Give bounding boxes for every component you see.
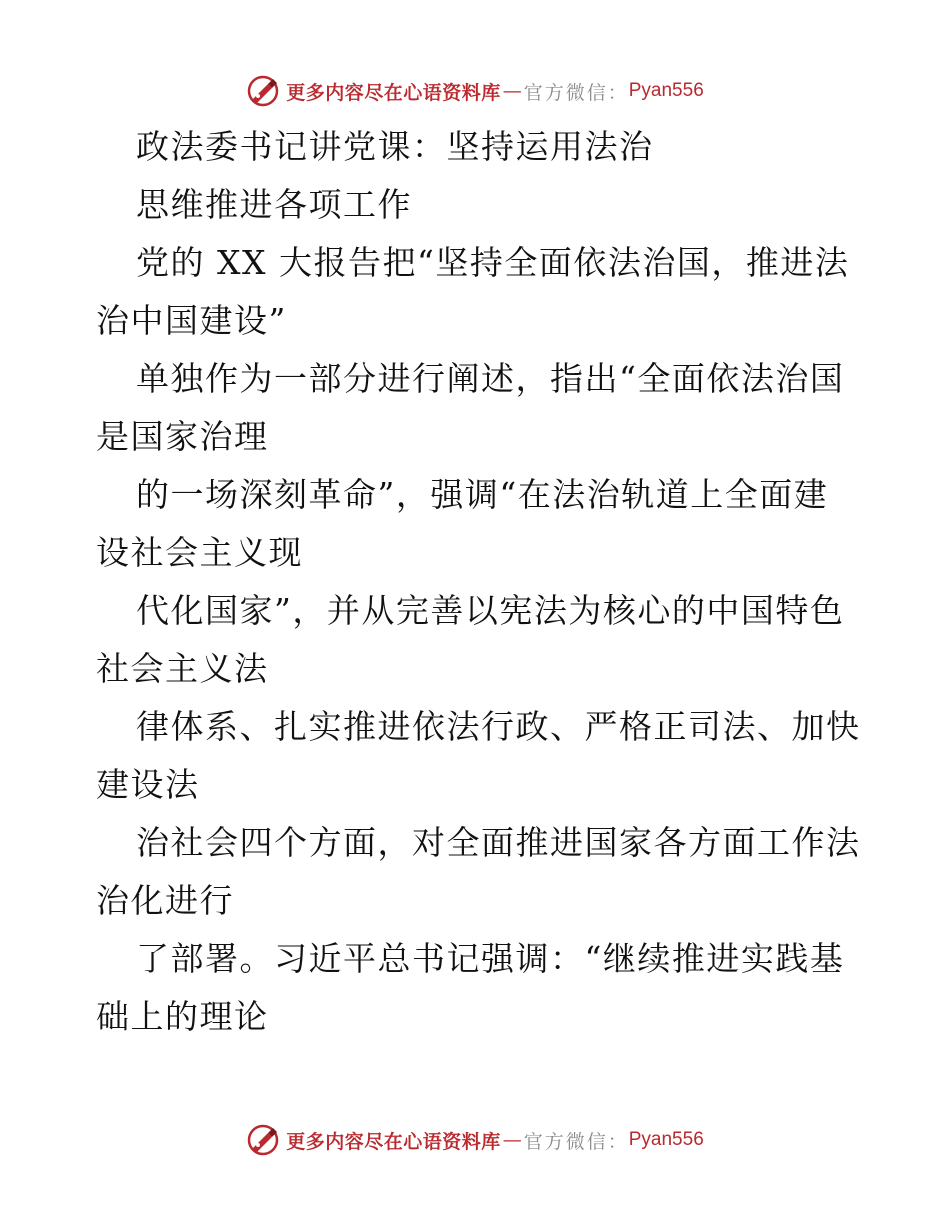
text-line: 治中国建设”: [96, 301, 287, 340]
text-line: 的一场深刻革命”，强调“在法治轨道上全面建: [136, 475, 829, 514]
watermark-brand: 更多内容尽在心语资料库: [286, 81, 501, 104]
watermark-dash: —: [502, 80, 522, 102]
text-line: 单独作为一部分进行阐述，指出“全面依法治国: [136, 359, 845, 398]
watermark-label: 官方微信：: [523, 81, 629, 104]
pen-logo-icon: [246, 1123, 280, 1157]
text-line: 建设法: [96, 765, 200, 804]
document-body: [96, 118, 861, 1046]
watermark-label: 官方微信：: [523, 1130, 629, 1153]
text-line: 是国家治理: [96, 417, 269, 456]
text-line: 代化国家”，并从完善以宪法为核心的中国特色: [136, 591, 845, 630]
text-line: 治化进行: [96, 881, 234, 920]
text-line: 律体系、扎实推进依法行政、严格正司法、加快: [136, 707, 861, 746]
text-line: 础上的理论: [96, 997, 269, 1036]
watermark-dash: —: [502, 1129, 522, 1151]
watermark-brand: 更多内容尽在心语资料库: [286, 1130, 501, 1153]
text-line: 治社会四个方面，对全面推进国家各方面工作法: [136, 823, 861, 862]
text-line: 思维推进各项工作: [136, 185, 412, 224]
watermark-account: Pyan556: [628, 80, 704, 101]
text-line: 政法委书记讲党课：坚持运用法治: [136, 127, 654, 166]
watermark-account: Pyan556: [628, 1129, 704, 1150]
footer-watermark: [0, 1120, 950, 1160]
text-line: 党的 XX 大报告把“坚持全面依法治国，推进法: [136, 243, 850, 282]
pen-logo-icon: [246, 74, 280, 108]
text-line: 了部署。习近平总书记强调：“继续推进实践基: [136, 939, 845, 978]
text-line: 社会主义法: [96, 649, 269, 688]
header-watermark: [0, 71, 950, 111]
text-line: 设社会主义现: [96, 533, 303, 572]
